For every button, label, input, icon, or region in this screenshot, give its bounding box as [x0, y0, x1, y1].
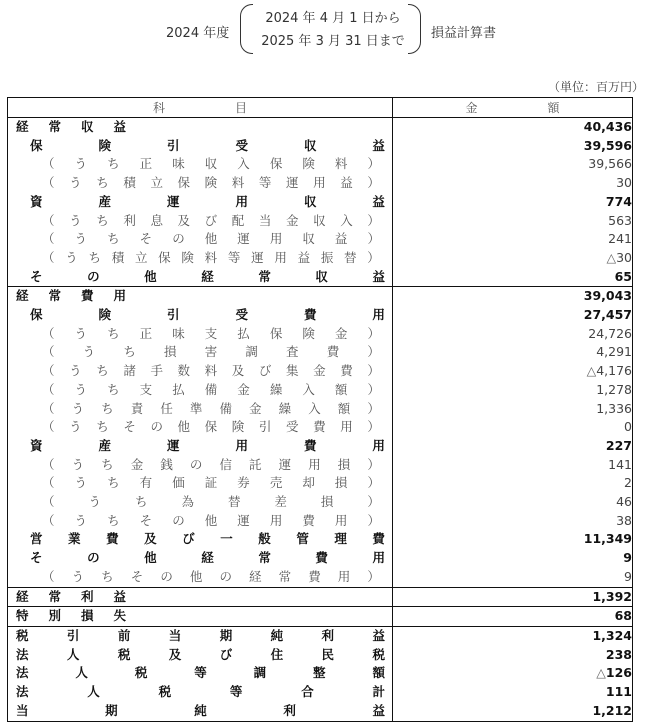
table-row [8, 549, 633, 568]
amount-cell [393, 664, 633, 683]
table-row [8, 400, 633, 419]
amount-cell [393, 437, 633, 456]
amount-value: 40,436 [583, 119, 632, 134]
amount-cell [393, 530, 633, 549]
statement-section [8, 626, 633, 721]
account-label-text: （ う ち 積 立 保 険 料 等 運 用 益 ） [42, 175, 380, 191]
table-row [8, 155, 633, 174]
table-row [8, 683, 633, 702]
account-label [8, 549, 393, 568]
period-to: 2025 年 3 月 31 日まで [261, 34, 405, 49]
amount-cell [393, 512, 633, 531]
account-label-text: （ う ち 支 払 備 金 繰 入 額 ） [42, 381, 380, 397]
amount-cell [393, 118, 633, 137]
account-label [8, 325, 393, 344]
amount-cell [393, 568, 633, 587]
amount-cell [393, 325, 633, 344]
account-label-text: 法 人 税 等 合 計 [16, 684, 385, 700]
amount-cell [393, 549, 633, 568]
statement-title-block [0, 0, 650, 60]
account-label-text: 保 険 引 受 収 益 [30, 137, 385, 153]
amount-cell [393, 212, 633, 231]
account-label-text: （ う ち 利 息 及 び 配 当 金 収 入 ） [42, 212, 380, 228]
account-label-text: （ う ち 正 味 収 入 保 険 料 ） [42, 156, 380, 172]
amount-cell [393, 493, 633, 512]
amount-value: 563 [608, 212, 632, 228]
amount-value: 1,336 [596, 400, 632, 416]
amount-value: 126 [605, 665, 632, 681]
amount-value: 238 [605, 646, 632, 662]
amount-cell [393, 381, 633, 400]
account-label [8, 456, 393, 475]
account-label [8, 512, 393, 531]
table-row [8, 664, 633, 683]
account-label [8, 683, 393, 702]
account-label-text: （ う ち 金 銭 の 信 託 運 用 損 ） [42, 456, 380, 472]
amount-value: 30 [616, 249, 632, 265]
amount-cell [393, 343, 633, 362]
amount-cell [393, 646, 633, 665]
column-header-amount: 金 額 [393, 98, 633, 118]
amount-value: 27,457 [583, 307, 632, 323]
account-label [8, 268, 393, 287]
account-label [8, 702, 393, 721]
account-label-text: 経 常 費 用 [16, 288, 127, 304]
table-row [8, 212, 633, 231]
account-label [8, 118, 393, 137]
account-label [8, 587, 393, 607]
amount-value: 11,349 [583, 531, 632, 547]
amount-cell [393, 287, 633, 306]
amount-cell [393, 193, 633, 212]
amount-value: 39,566 [588, 156, 632, 172]
table-row [8, 249, 633, 268]
table-row [8, 381, 633, 400]
unit-label: （単位：百万円） [547, 80, 644, 94]
account-label [8, 362, 393, 381]
account-label-text: 営 業 費 及 び 一 般 管 理 費 [30, 531, 385, 547]
account-label-text: 保 険 引 受 費 用 [30, 307, 385, 323]
account-label-text: 法 人 税 及 び 住 民 税 [16, 646, 385, 662]
amount-cell [393, 587, 633, 607]
amount-cell [393, 683, 633, 702]
table-row [8, 418, 633, 437]
negative-triangle-icon: △ [606, 249, 617, 265]
account-label [8, 626, 393, 645]
amount-value: 68 [614, 608, 632, 624]
account-label [8, 568, 393, 587]
table-row [8, 362, 633, 381]
amount-value: 39,596 [583, 137, 632, 153]
amount-cell [393, 268, 633, 287]
amount-value: 1,392 [592, 588, 632, 604]
amount-value: 111 [605, 684, 632, 700]
account-label-text: （ う ち そ の 他 保 険 引 受 費 用 ） [42, 419, 380, 435]
table-row [8, 493, 633, 512]
table-row [8, 268, 633, 287]
fiscal-year: 2024 年度 [166, 26, 230, 41]
amount-cell [393, 362, 633, 381]
account-label [8, 137, 393, 156]
account-label-text: 経 常 利 益 [16, 588, 127, 604]
amount-cell [393, 702, 633, 721]
column-header-account: 科 目 [8, 98, 393, 118]
account-label-text: 特 別 損 失 [16, 608, 127, 624]
table-row [8, 456, 633, 475]
table-row [8, 702, 633, 721]
table-row [8, 437, 633, 456]
left-bracket-icon [240, 4, 253, 54]
amount-value: 1,212 [592, 702, 632, 718]
account-label [8, 381, 393, 400]
account-label-text: 資 産 運 用 収 益 [30, 193, 385, 209]
amount-cell [393, 155, 633, 174]
amount-value: 30 [616, 175, 632, 191]
amount-cell [393, 474, 633, 493]
account-label [8, 306, 393, 325]
account-label-text: （ う ち そ の 他 運 用 費 用 ） [42, 512, 380, 528]
amount-value: 1,278 [596, 381, 632, 397]
table-row [8, 530, 633, 549]
table-row [8, 287, 633, 306]
amount-value: 241 [608, 231, 632, 247]
account-label-text: 資 産 運 用 費 用 [30, 437, 385, 453]
amount-cell [393, 230, 633, 249]
table-row [8, 137, 633, 156]
table-row [8, 230, 633, 249]
income-statement-table [7, 97, 633, 722]
table-row [8, 474, 633, 493]
period-from: 2024 年 4 月 1 日から [265, 11, 401, 26]
account-label-text: そ の 他 経 常 費 用 [30, 550, 385, 566]
amount-cell [393, 306, 633, 325]
account-label [8, 343, 393, 362]
account-label [8, 249, 393, 268]
account-label-text: （ う ち 諸 手 数 料 及 び 集 金 費 ） [42, 363, 380, 379]
amount-value: 141 [608, 456, 632, 472]
account-label [8, 437, 393, 456]
amount-value: 1,324 [592, 627, 632, 643]
account-label [8, 212, 393, 231]
statement-section [8, 287, 633, 587]
amount-value: 24,726 [588, 325, 632, 341]
statement-section [8, 607, 633, 627]
table-row [8, 587, 633, 607]
table-header-row [8, 98, 633, 118]
amount-value: 9 [623, 550, 632, 566]
account-label-text: （ う ち 責 任 準 備 金 繰 入 額 ） [42, 400, 380, 416]
table-row [8, 343, 633, 362]
account-label [8, 474, 393, 493]
account-label-text: （ う ち 積 立 保 険 料 等 運 用 益 振 替 ） [42, 249, 380, 265]
amount-cell [393, 418, 633, 437]
account-label-text: （ う ち 損 害 調 査 費 ） [42, 344, 380, 360]
account-label [8, 607, 393, 627]
amount-value: 0 [624, 419, 632, 435]
amount-cell [393, 607, 633, 627]
amount-value: 38 [616, 512, 632, 528]
amount-cell [393, 400, 633, 419]
table-row [8, 626, 633, 645]
right-bracket-icon [408, 4, 421, 54]
table-row [8, 118, 633, 137]
account-label [8, 493, 393, 512]
amount-value: 774 [605, 193, 632, 209]
account-label [8, 400, 393, 419]
table-row [8, 306, 633, 325]
amount-value: 2 [624, 475, 632, 491]
account-label-text: そ の 他 経 常 収 益 [30, 268, 385, 284]
account-label [8, 664, 393, 683]
account-label-text: （ う ち そ の 他 運 用 収 益 ） [42, 231, 380, 247]
amount-value: 227 [605, 437, 632, 453]
statement-section [8, 587, 633, 607]
account-label [8, 174, 393, 193]
amount-value: 39,043 [583, 288, 632, 304]
account-label [8, 646, 393, 665]
account-label-text: 法 人 税 等 調 整 額 [16, 665, 385, 681]
account-label-text: （ う ち 有 価 証 券 売 却 損 ） [42, 475, 380, 491]
table-row [8, 193, 633, 212]
account-label-text: （ う ち そ の 他 の 経 常 費 用 ） [42, 568, 380, 584]
account-label-text: 税 引 前 当 期 純 利 益 [16, 627, 385, 643]
amount-value: 4,176 [596, 363, 632, 379]
amount-value: 9 [624, 568, 632, 584]
amount-cell [393, 137, 633, 156]
statement-section [8, 118, 633, 287]
table-row [8, 512, 633, 531]
account-label-text: （ う ち 為 替 差 損 ） [42, 494, 380, 510]
account-label [8, 287, 393, 306]
amount-value: 4,291 [596, 344, 632, 360]
account-label-text: （ う ち 正 味 支 払 保 険 金 ） [42, 325, 380, 341]
account-label [8, 530, 393, 549]
table-row [8, 646, 633, 665]
account-label [8, 230, 393, 249]
account-label-text: 経 常 収 益 [16, 119, 127, 134]
account-label-text: 当 期 純 利 益 [16, 702, 385, 718]
amount-value: 65 [614, 268, 632, 284]
negative-triangle-icon: △ [586, 363, 597, 379]
table-row [8, 568, 633, 587]
amount-cell [393, 249, 633, 268]
account-label [8, 418, 393, 437]
table-row [8, 174, 633, 193]
account-label [8, 193, 393, 212]
table-row [8, 607, 633, 627]
amount-cell [393, 174, 633, 193]
amount-cell [393, 626, 633, 645]
amount-cell [393, 456, 633, 475]
negative-triangle-icon: △ [596, 665, 606, 681]
document-title: 損益計算書 [431, 26, 497, 41]
amount-value: 46 [616, 494, 632, 510]
table-row [8, 325, 633, 344]
account-label [8, 155, 393, 174]
